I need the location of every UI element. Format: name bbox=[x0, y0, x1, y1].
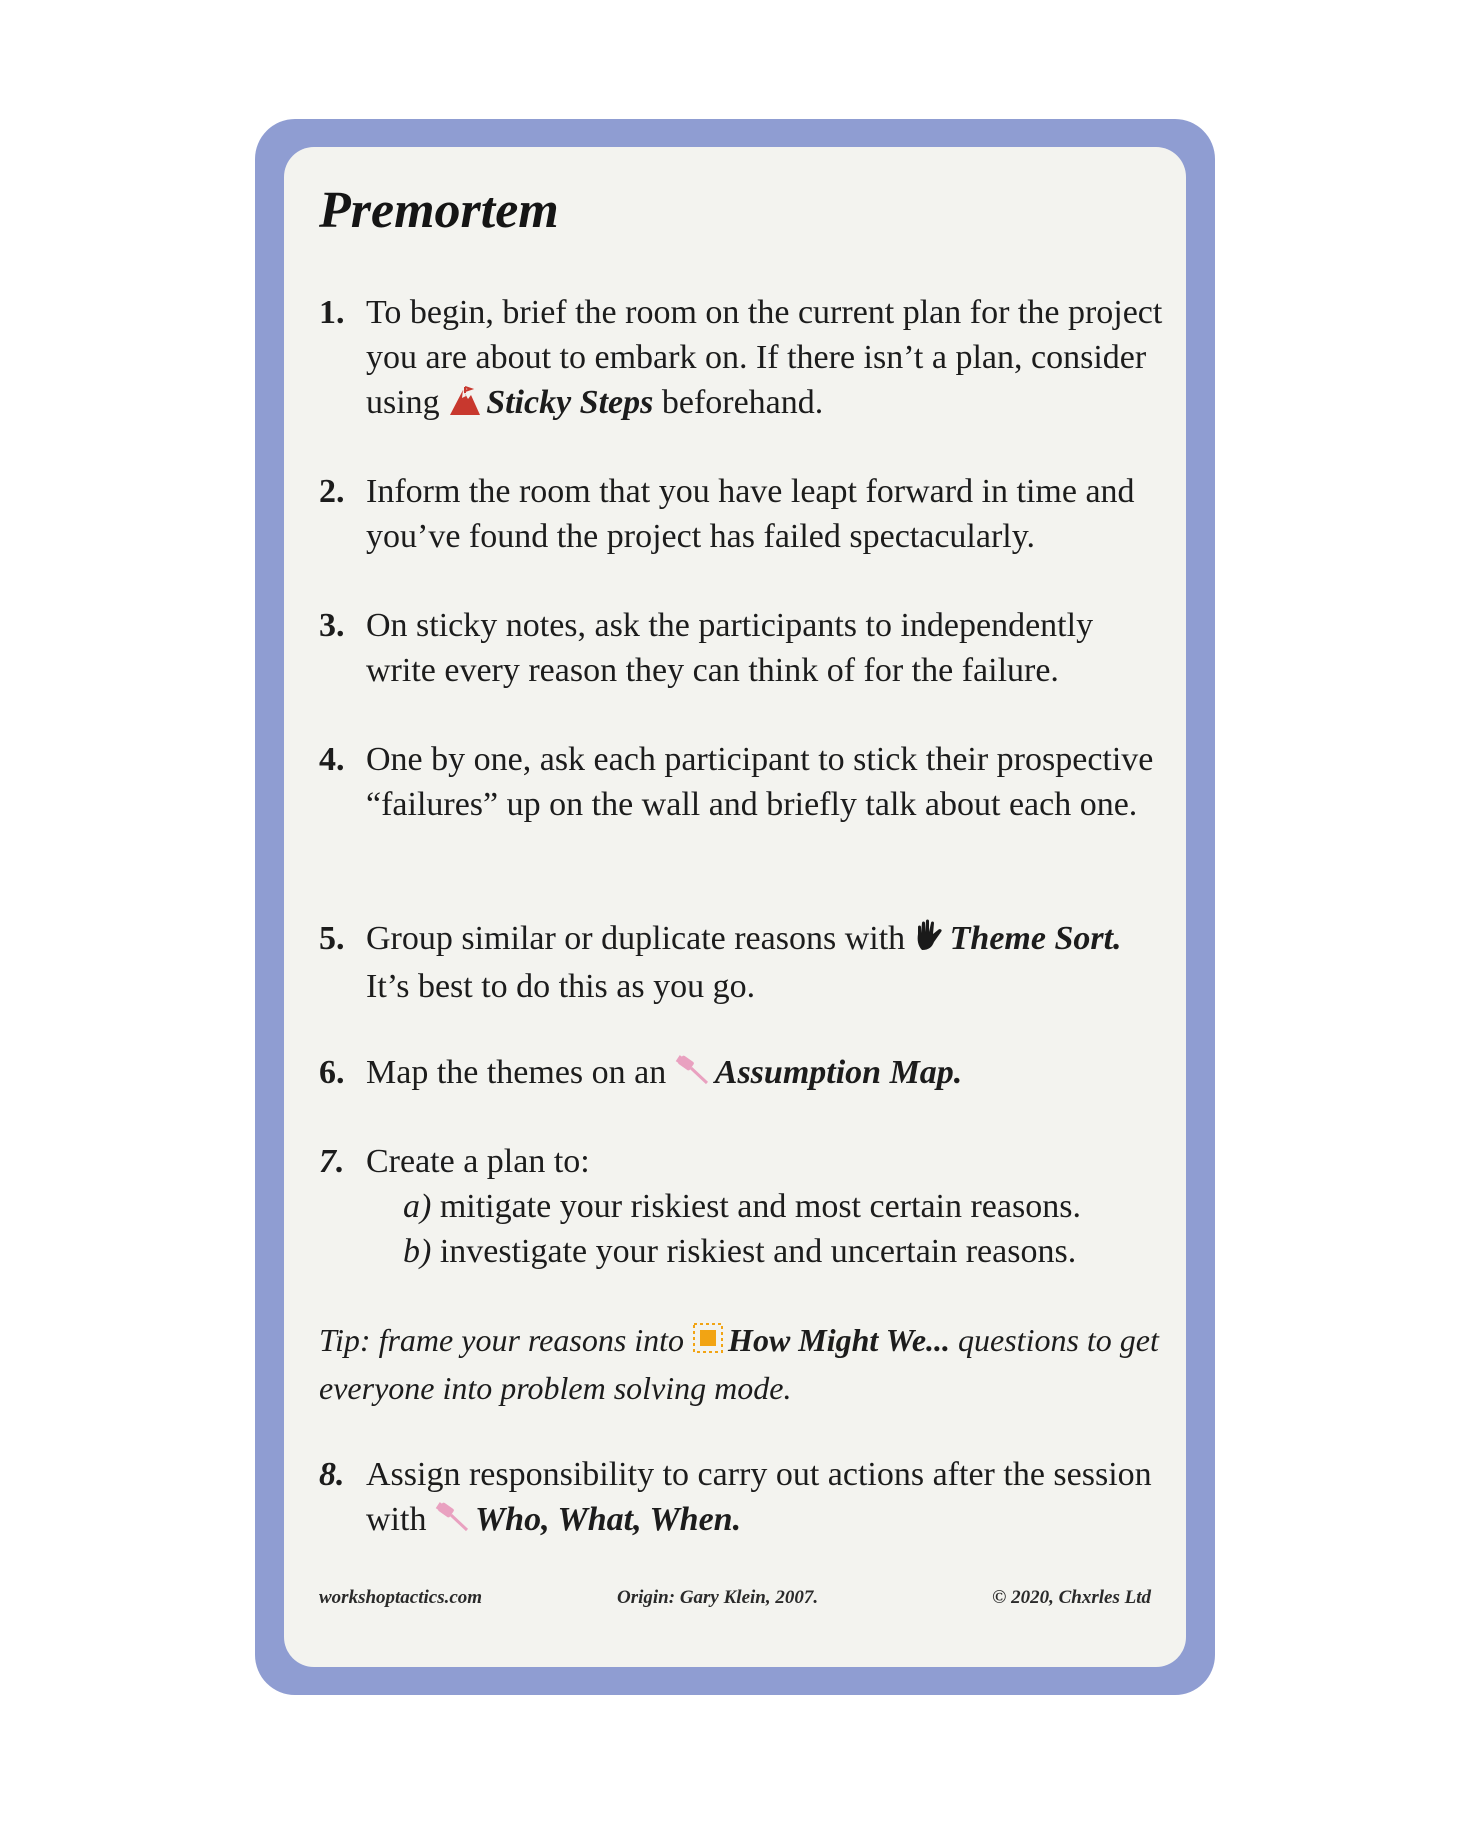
step-text: Create a plan to: bbox=[366, 1143, 590, 1180]
step-8 bbox=[319, 1452, 1166, 1545]
step-7 bbox=[319, 1139, 1166, 1274]
hand-icon bbox=[914, 918, 946, 964]
step-text: Map the themes on an bbox=[366, 1054, 667, 1091]
sub-item-text: mitigate your riskiest and most certain reasons. bbox=[439, 1188, 1081, 1225]
step-text: Group similar or duplicate reasons with bbox=[366, 920, 906, 957]
step-number: 2. bbox=[319, 473, 345, 510]
step-5 bbox=[319, 916, 1166, 1009]
card bbox=[255, 119, 1215, 1695]
step-reference: Theme Sort. bbox=[949, 920, 1122, 957]
step-body bbox=[366, 1050, 1166, 1098]
sub-item-label: b) bbox=[403, 1233, 432, 1270]
tip-text: Tip: frame your reasons into bbox=[319, 1322, 685, 1358]
step-number: 4. bbox=[319, 741, 345, 778]
sub-item-b bbox=[403, 1229, 1166, 1274]
card-title: Premortem bbox=[319, 182, 559, 239]
tip bbox=[319, 1318, 1166, 1411]
step-text: On sticky notes, ask the participants to independently write every reason they can think of for the failure. bbox=[366, 607, 1094, 689]
step-reference: Sticky Steps bbox=[486, 384, 654, 421]
step-2 bbox=[319, 469, 1166, 559]
step-number: 6. bbox=[319, 1054, 345, 1091]
step-text-after: beforehand. bbox=[653, 384, 824, 421]
step-body bbox=[366, 916, 1166, 1009]
step-3 bbox=[319, 603, 1166, 693]
step-text: To begin, brief the room on the current plan for the project you are about to embark on. If there isn’t a plan, consider using bbox=[366, 294, 1163, 421]
pushpin-icon bbox=[435, 1499, 471, 1545]
mountain-icon bbox=[448, 383, 482, 428]
pushpin-icon bbox=[675, 1052, 711, 1098]
tip-reference: How Might We... bbox=[728, 1322, 951, 1358]
sticky-note-icon bbox=[692, 1321, 724, 1366]
sub-item-label: a) bbox=[403, 1188, 432, 1225]
step-6 bbox=[319, 1050, 1166, 1098]
step-number: 5. bbox=[319, 920, 345, 957]
step-body bbox=[366, 1139, 1166, 1274]
sub-item-text: investigate your riskiest and uncertain reasons. bbox=[439, 1233, 1077, 1270]
step-text: Inform the room that you have leapt forward in time and you’ve found the project has failed spectacularly. bbox=[366, 473, 1135, 555]
step-number: 7. bbox=[319, 1143, 345, 1180]
step-reference: Assumption Map. bbox=[714, 1054, 963, 1091]
step-text: One by one, ask each participant to stick their prospective “failures” up on the wall and briefly talk about each one. bbox=[366, 741, 1154, 823]
footer-origin: Origin: Gary Klein, 2007. bbox=[617, 1587, 819, 1608]
footer-copyright: © 2020, Chxrles Ltd bbox=[992, 1587, 1151, 1608]
step-body bbox=[366, 290, 1166, 428]
step-body bbox=[366, 1452, 1166, 1545]
step-4 bbox=[319, 737, 1166, 827]
sub-item-a bbox=[403, 1184, 1166, 1229]
footer-website: workshoptactics.com bbox=[319, 1587, 483, 1608]
step-number: 8. bbox=[319, 1456, 345, 1493]
tip-text-after: questions to get everyone into problem solving mode. bbox=[319, 1322, 1159, 1406]
step-number: 3. bbox=[319, 607, 345, 644]
step-1 bbox=[319, 290, 1166, 428]
step-text: Assign responsibility to carry out actions after the session with bbox=[366, 1456, 1152, 1538]
step-reference: Who, What, When. bbox=[474, 1501, 742, 1538]
card-inner bbox=[284, 147, 1186, 1667]
step-number: 1. bbox=[319, 294, 345, 331]
step-text-after: It’s best to do this as you go. bbox=[366, 968, 756, 1005]
